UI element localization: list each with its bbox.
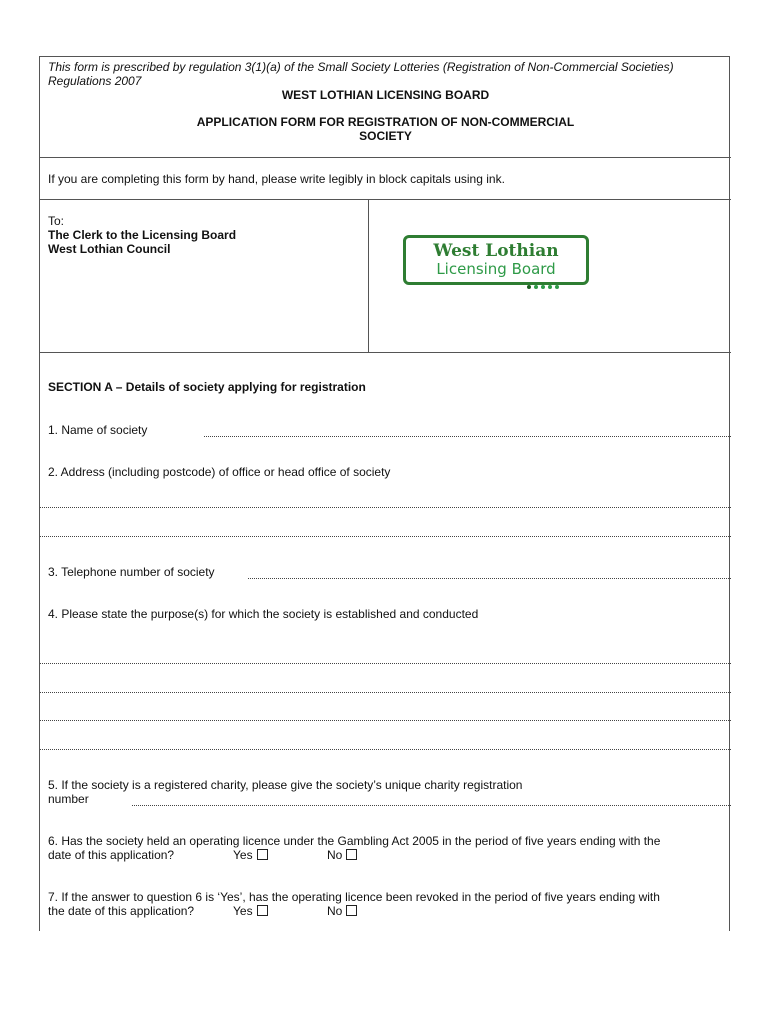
addressee-to: To: [48,214,65,228]
divider [40,157,731,158]
form-frame [39,56,730,931]
q6-yes-checkbox[interactable] [257,849,268,860]
regulation-text-line2: Regulations 2007 [48,74,142,88]
q7-yes-label: Yes [233,904,253,918]
addressee-line2: West Lothian Council [48,242,171,256]
q6-yes-label: Yes [233,848,253,862]
purpose-field-line3[interactable] [40,720,731,721]
q6-yes-option[interactable] [233,848,268,862]
section-a-heading: SECTION A – Details of society applying for registration [48,380,366,394]
telephone-field[interactable] [248,578,731,579]
q4-label: 4. Please state the purpose(s) for which the society is established and conducted [48,607,479,621]
q6-no-checkbox[interactable] [346,849,357,860]
q5-label-line2: number [48,792,89,806]
q7-yes-option[interactable] [233,904,268,918]
logo-dots-icon [527,285,559,289]
q6-no-label: No [327,848,343,862]
divider [40,352,731,353]
q2-label: 2. Address (including postcode) of office or head office of society [48,465,391,479]
q6-label-line2: date of this application? [48,848,175,862]
address-field-line1[interactable] [40,507,731,508]
q6-label-line1: 6. Has the society held an operating licence under the Gambling Act 2005 in the period of five years ending with the [48,834,661,848]
q5-label-line1: 5. If the society is a registered charity, please give the society’s unique charity registration [48,778,523,792]
q7-no-option[interactable] [327,904,357,918]
q7-label-line2: the date of this application? [48,904,195,918]
form-title-line1: APPLICATION FORM FOR REGISTRATION OF NON-COMMERCIAL [196,115,575,129]
logo-text-line1: West Lothian [433,241,559,261]
board-title: WEST LOTHIAN LICENSING BOARD [281,88,490,102]
form-title-line2: SOCIETY [359,129,412,143]
column-divider [368,199,369,352]
q1-label: 1. Name of society [48,423,148,437]
q7-no-checkbox[interactable] [346,905,357,916]
charity-number-field[interactable] [132,805,731,806]
licensing-board-logo [403,235,589,285]
q7-no-label: No [327,904,343,918]
purpose-field-line1[interactable] [40,663,731,664]
purpose-field-line2[interactable] [40,692,731,693]
q7-yes-checkbox[interactable] [257,905,268,916]
purpose-field-line4[interactable] [40,749,731,750]
q7-label-line1: 7. If the answer to question 6 is ‘Yes’, has the operating licence been revoked in the period of five years ending with [48,890,660,904]
instruction-text: If you are completing this form by hand, please write legibly in block capitals using ink. [48,172,505,186]
q3-label: 3. Telephone number of society [48,565,215,579]
q6-no-option[interactable] [327,848,357,862]
regulation-text-line1: This form is prescribed by regulation 3(1)(a) of the Small Society Lotteries (Registration of Non-Commercial Societies) [48,60,674,74]
divider [40,199,731,200]
logo-text-line2: Licensing Board [436,260,556,278]
society-name-field[interactable] [204,436,731,437]
address-field-line2[interactable] [40,536,731,537]
addressee-line1: The Clerk to the Licensing Board [48,228,237,242]
